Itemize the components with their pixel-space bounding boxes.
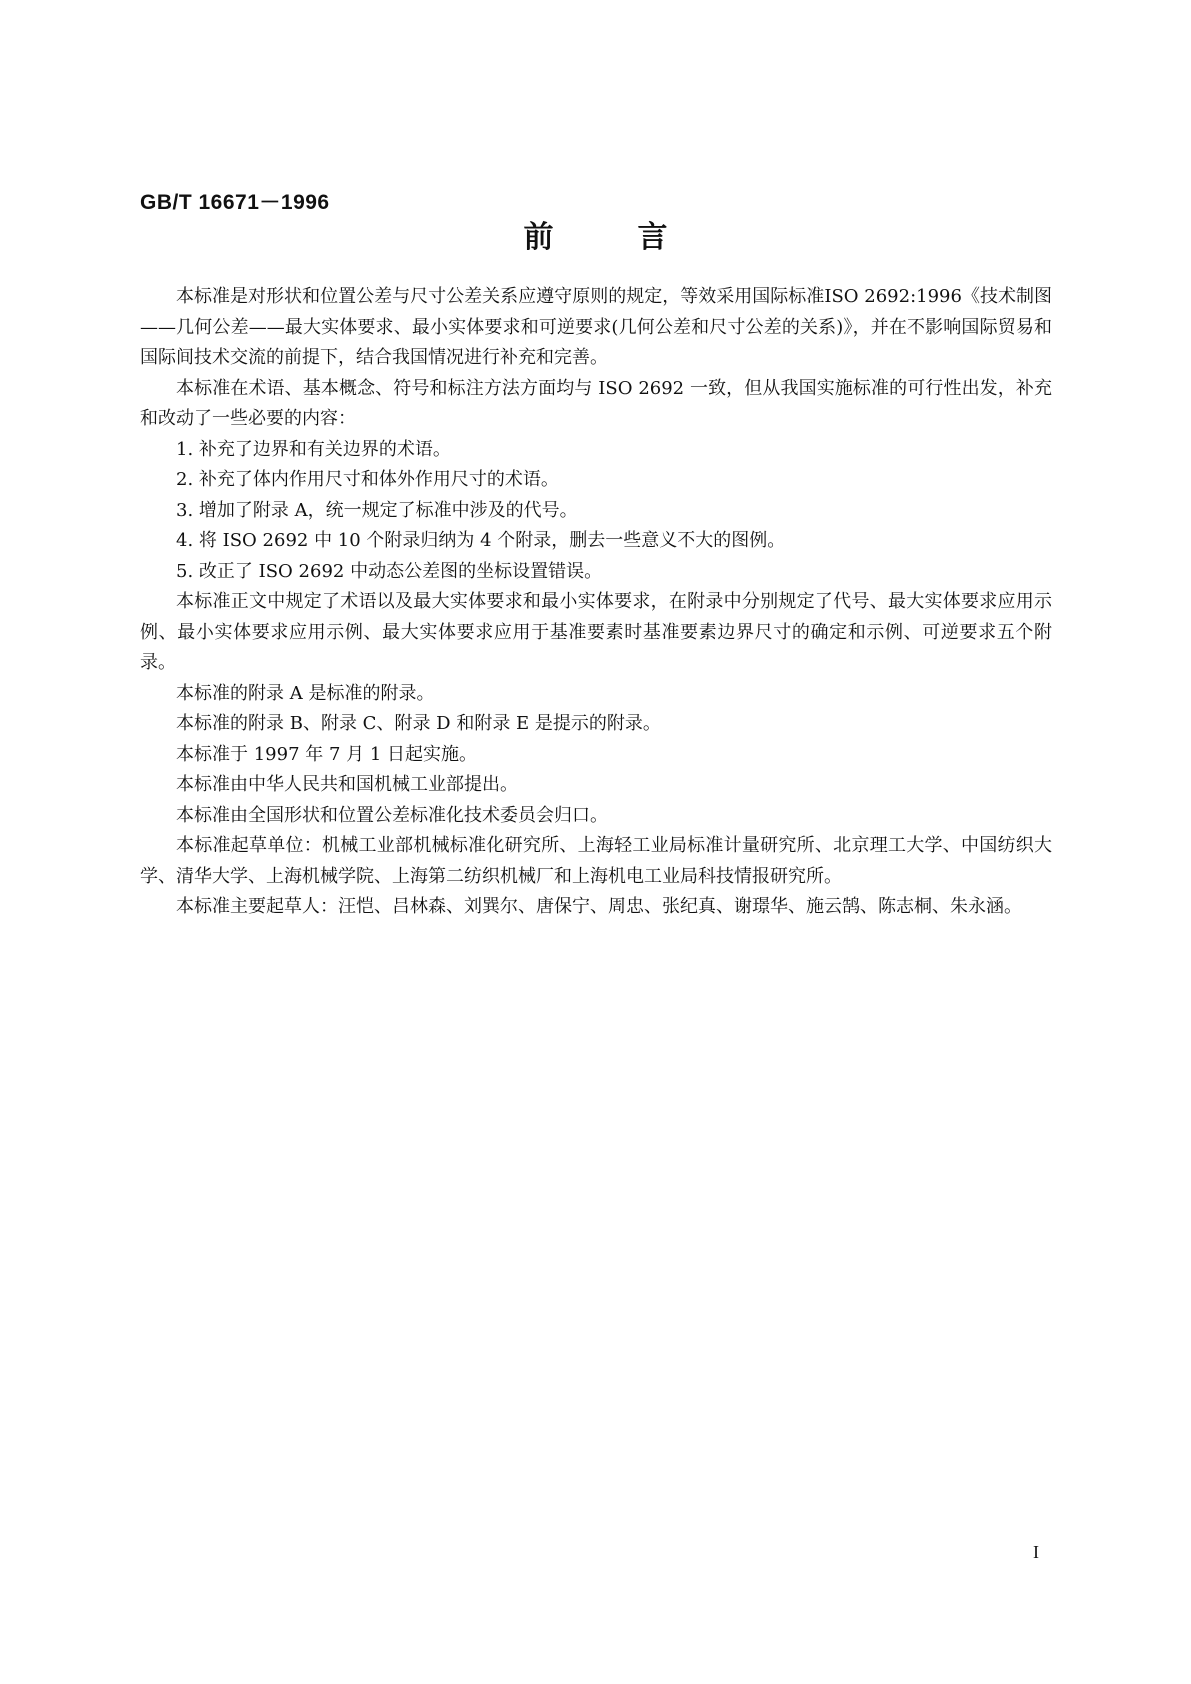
paragraph-effective-date: 本标准于 1997 年 7 月 1 日起实施。 bbox=[176, 743, 478, 765]
list-item-5: 5. 改正了 ISO 2692 中动态公差图的坐标设置错误。 bbox=[176, 560, 603, 582]
paragraph-annexes-informative: 本标准的附录 B、附录 C、附录 D 和附录 E 是提示的附录。 bbox=[176, 713, 661, 734]
paragraph-consistency: 本标准在术语、基本概念、符号和标注方法方面均与 ISO 2692 一致，但从我国实施标准的可行性出发，补充和改动了一些必要的内容： bbox=[140, 377, 1052, 429]
paragraph-drafters: 本标准主要起草人：汪恺、吕林森、刘巽尔、唐保宁、周忠、张纪真、谢璟华、施云鹄、陈志桐、朱永涵。 bbox=[176, 896, 1022, 917]
paragraph-drafting-units: 本标准起草单位：机械工业部机械标准化研究所、上海轻工业局标准计量研究所、北京理工大学、中国纺织大学、清华大学、上海机械学院、上海第二纺织机械厂和上海机电工业局科技情报研究所。 bbox=[140, 835, 1052, 887]
paragraph-annex-a: 本标准的附录 A 是标准的附录。 bbox=[176, 682, 435, 704]
page-title-char-2: 言 bbox=[637, 220, 668, 255]
paragraph-contents: 本标准正文中规定了术语以及最大实体要求和最小实体要求，在附录中分别规定了代号、最大实体要求应用示例、最小实体要求应用示例、最大实体要求应用于基准要素时基准要素边界尺寸的确定和示例、可逆要求五个附录。 bbox=[140, 591, 1052, 673]
list-item-1: 1. 补充了边界和有关边界的术语。 bbox=[176, 438, 451, 460]
page-title bbox=[0, 212, 1191, 256]
list-item-4: 4. 将 ISO 2692 中 10 个附录归纳为 4 个附录，删去一些意义不大的图例。 bbox=[176, 530, 786, 551]
foreword-body bbox=[140, 282, 1052, 923]
page-number: I bbox=[1033, 1542, 1039, 1562]
paragraph-proposed-by: 本标准由中华人民共和国机械工业部提出。 bbox=[176, 774, 518, 795]
paragraph-under-jurisdiction: 本标准由全国形状和位置公差标准化技术委员会归口。 bbox=[176, 804, 608, 826]
paragraph-intro: 本标准是对形状和位置公差与尺寸公差关系应遵守原则的规定，等效采用国际标准ISO 2692:1996《技术制图——几何公差——最大实体要求、最小实体要求和可逆要求(几何公差和尺寸公差的关系)》，并在不影响国际贸易和国际间技术交流的前提下，结合我国情况进行补充和完善。 bbox=[140, 286, 1052, 368]
page-title-char-1: 前 bbox=[523, 220, 554, 255]
list-item-2: 2. 补充了体内作用尺寸和体外作用尺寸的术语。 bbox=[176, 469, 559, 490]
standard-code: GB/T 16671－1996 bbox=[140, 191, 330, 214]
list-item-3: 3. 增加了附录 A，统一规定了标准中涉及的代号。 bbox=[176, 499, 578, 521]
